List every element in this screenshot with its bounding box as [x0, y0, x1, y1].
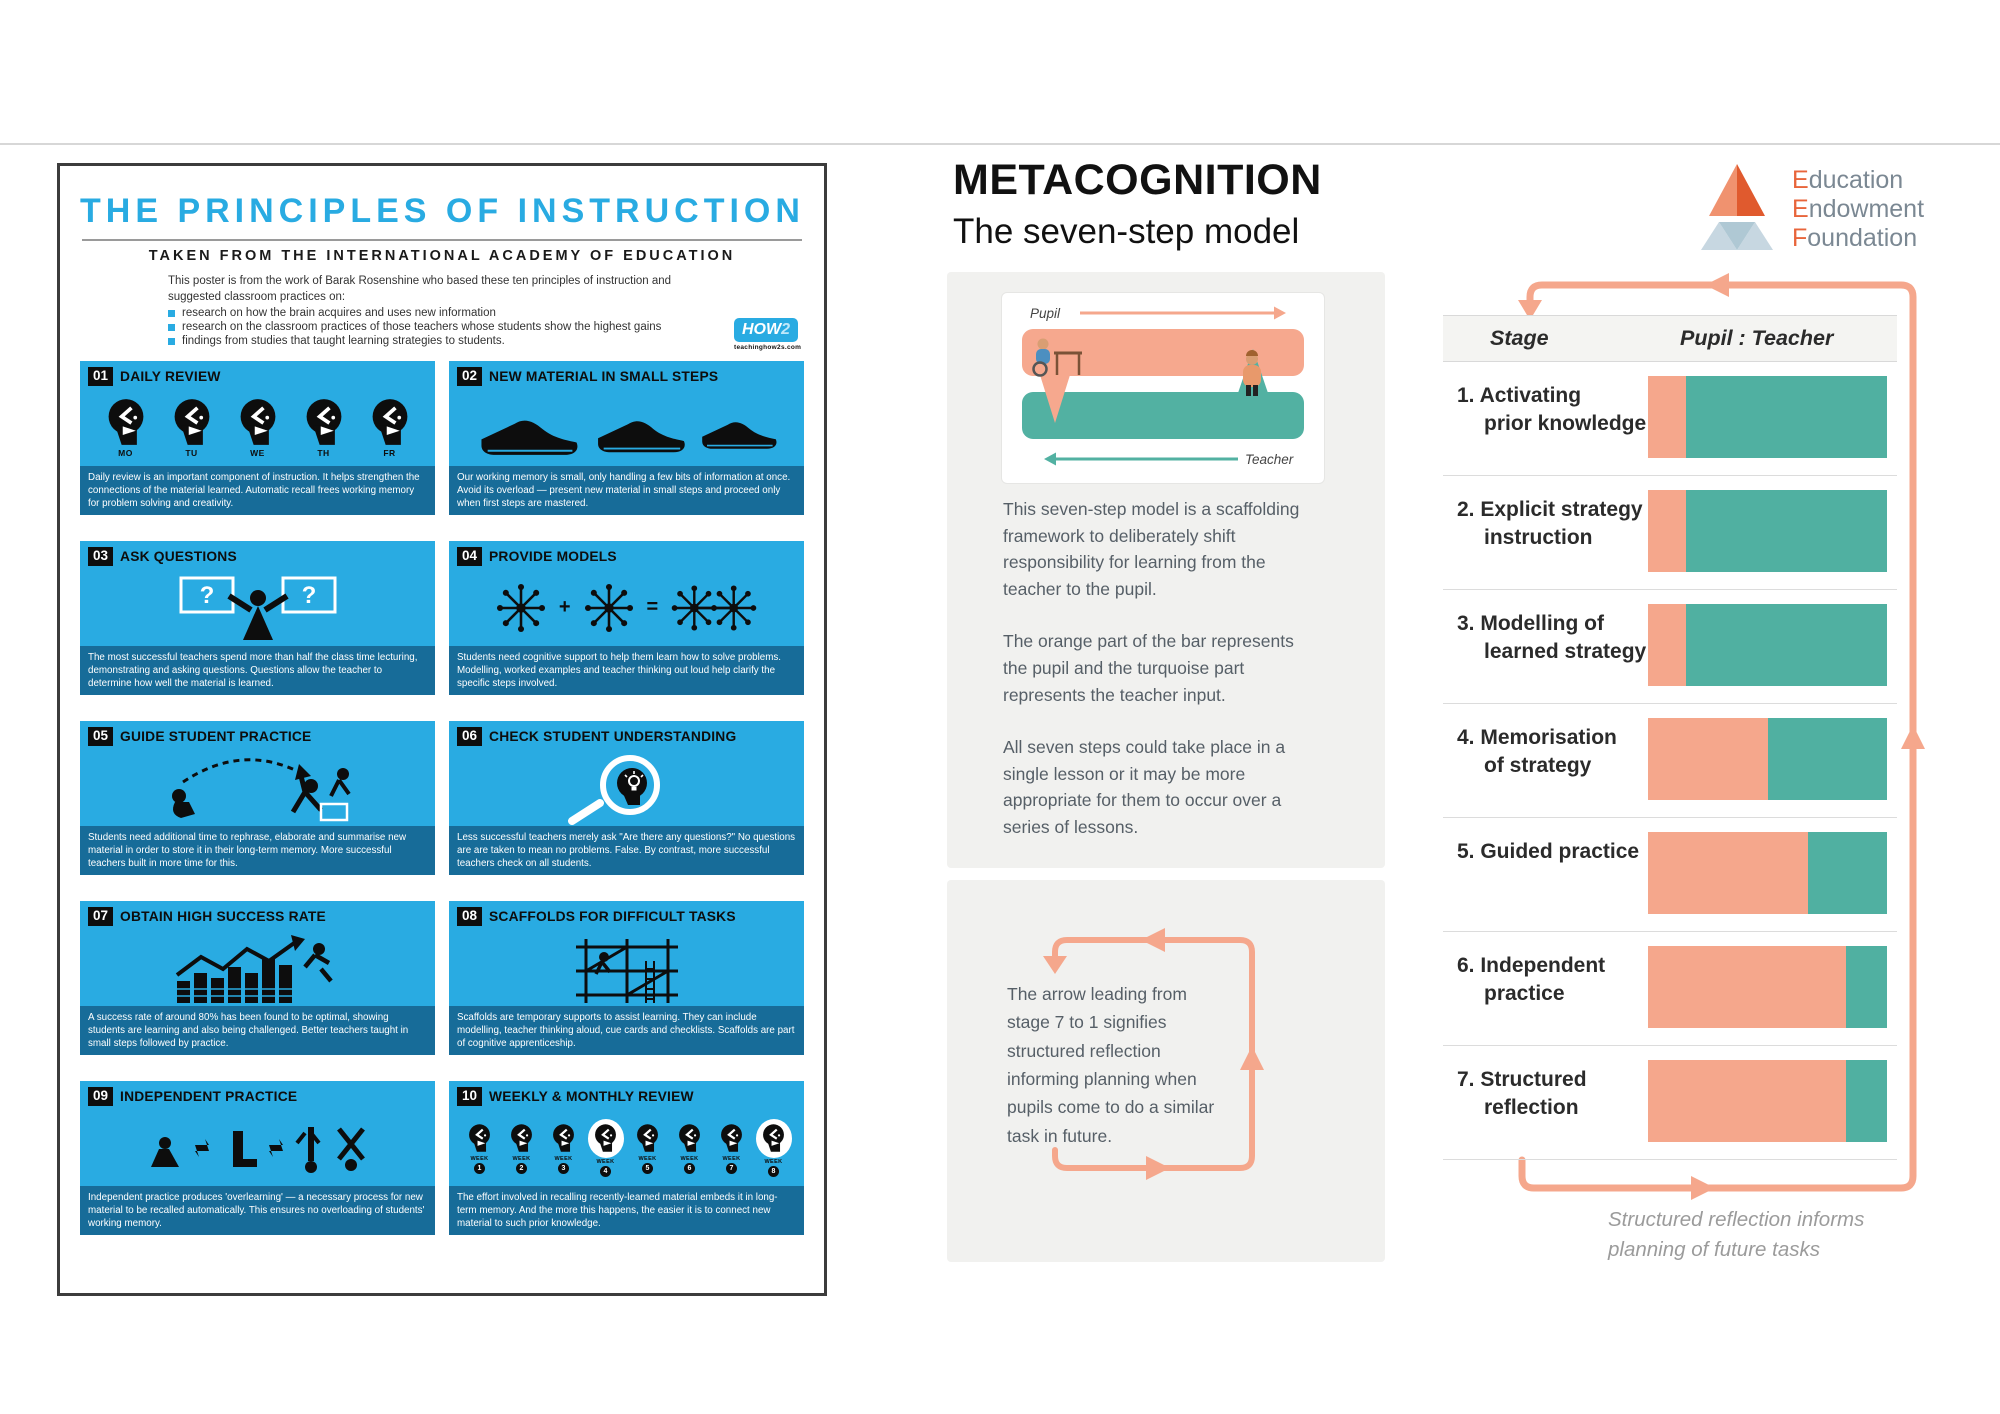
eef-line: [1792, 195, 1924, 224]
page-divider-line: [0, 143, 2000, 145]
principle-tiles-grid: [80, 361, 804, 1235]
paragraph: All seven steps could take place in a single lesson or it may be more appropriate for them to occur over a series of lessons.: [1003, 737, 1286, 837]
paragraph: This seven-step model is a scaffolding framework to deliberately shift responsibility for learning from the teacher to the pupil.: [1003, 499, 1300, 599]
week-label: WEEK: [722, 1155, 741, 1162]
tile-number: 01: [88, 367, 113, 386]
bar-pupil-segment: [1648, 718, 1768, 800]
week-label: WEEK: [680, 1155, 699, 1162]
table-header: [1443, 315, 1897, 362]
bar-teacher-segment: [1808, 832, 1887, 914]
bar-pupil-segment: [1648, 946, 1846, 1028]
eef-line: [1792, 224, 1924, 253]
plus-sign: +: [558, 596, 571, 619]
bar-pupil-segment: [1648, 604, 1686, 686]
ratio-bar: [1648, 376, 1887, 458]
tile-caption: Independent practice produces 'overlearning' — a necessary process for new material to be recalled automatically. This ensures no overloading of students' working memory.: [80, 1186, 435, 1235]
poster-intro: This poster is from the work of Barak Rosenshine who based these ten principles of instruction and suggested classroom practices on:: [168, 275, 672, 303]
bar-teacher-segment: [1686, 604, 1887, 686]
tile-check-understanding: [449, 721, 804, 875]
title-rule: [82, 239, 802, 241]
table-row: [1443, 1046, 1897, 1160]
bar-teacher-segment: [1846, 946, 1887, 1028]
week-label: WEEK: [764, 1158, 783, 1165]
tile-caption: The most successful teachers spend more than half the class time lecturing, demonstrating and asking questions. Questions allow the teacher to determine how well the material is learned.: [80, 646, 435, 695]
practice-poses-icon: [80, 1109, 435, 1186]
tile-number: 09: [88, 1087, 113, 1106]
principles-poster: [57, 163, 827, 1296]
bullet-text: findings from studies that taught learning strategies to students.: [182, 335, 505, 348]
svg-text:?: ?: [301, 581, 316, 609]
how2-logo-box: [734, 318, 798, 342]
ratio-bar: [1648, 1060, 1887, 1142]
eef-line: [1792, 166, 1924, 195]
table-row: [1443, 476, 1897, 590]
how2-site-url: teachinghow2s.com: [734, 344, 802, 351]
tile-caption: Daily review is an important component of instruction. It helps strengthen the connections of the material learned. Automatic recall frees working memory for problem solving and creativity.: [80, 466, 435, 515]
tile-caption: The effort involved in recalling recently-learned material embeds it in long-term memory. And the more this happens, the easier it is to connect new material to such prior knowledge.: [449, 1186, 804, 1235]
week-number: 3: [558, 1163, 569, 1174]
teacher-label: Teacher: [1245, 452, 1294, 467]
week-number: 5: [642, 1163, 653, 1174]
week-label: WEEK: [554, 1155, 573, 1162]
tile-number: 07: [88, 907, 113, 926]
tile-title: WEEKLY & MONTHLY REVIEW: [489, 1088, 694, 1104]
magnifier-understanding-icon: [449, 749, 804, 826]
bar-teacher-segment: [1686, 376, 1887, 458]
tile-small-steps: [449, 361, 804, 515]
tile-number: 10: [457, 1087, 482, 1106]
tile-title: OBTAIN HIGH SUCCESS RATE: [120, 908, 326, 924]
bullet-text: research on how the brain acquires and uses new information: [182, 307, 496, 320]
ratio-bar: [1648, 946, 1887, 1028]
bullet-text: research on the classroom practices of those teachers whose students show the highest gains: [182, 321, 662, 334]
tile-guide-practice: [80, 721, 435, 875]
bullet-square-icon: [168, 310, 175, 317]
success-chart-icon: [80, 929, 435, 1006]
bullet-square-icon: [168, 338, 175, 345]
intro-bullet: [168, 307, 804, 319]
bar-pupil-segment: [1648, 1060, 1846, 1142]
stage-label: 6. Independent practice: [1457, 954, 1606, 1006]
eef-rest: ducation: [1808, 166, 1904, 194]
ratio-column-header: Pupil : Teacher: [1680, 326, 1834, 350]
eef-logo-icon: [1697, 160, 1777, 252]
tile-title: DAILY REVIEW: [120, 368, 221, 384]
stage-ratio-table: [1443, 315, 1897, 1160]
how2-word: HOW: [741, 321, 782, 338]
bar-pupil-segment: [1648, 832, 1808, 914]
stage-label: 4. Memorisation of strategy: [1457, 726, 1617, 778]
ratio-bar: [1648, 604, 1887, 686]
pupil-teacher-diagram: [1001, 292, 1325, 484]
metacognition-subtitle: The seven-step model: [953, 212, 1300, 251]
week-number: 8: [768, 1166, 779, 1177]
tile-caption: A success rate of around 80% has been found to be optimal, showing students are learning and also being challenged. Better teachers taught in small steps followed by practice.: [80, 1006, 435, 1055]
table-row: [1443, 818, 1897, 932]
bar-teacher-segment: [1768, 718, 1888, 800]
week-number: 6: [684, 1163, 695, 1174]
stage-label: 2. Explicit strategy instruction: [1457, 498, 1643, 550]
tile-number: 05: [88, 727, 113, 746]
week-number: 1: [474, 1163, 485, 1174]
tile-title: PROVIDE MODELS: [489, 548, 617, 564]
day-label: TU: [185, 448, 198, 459]
intro-bullet: [168, 321, 804, 333]
shoes-steps-icon: [449, 389, 804, 466]
tile-ask-questions: [80, 541, 435, 695]
tile-daily-review: [80, 361, 435, 515]
tile-number: 03: [88, 547, 113, 566]
tile-number: 02: [457, 367, 482, 386]
bar-pupil-segment: [1648, 490, 1686, 572]
table-row: [1443, 590, 1897, 704]
tile-caption: Students need cognitive support to help them learn how to solve problems. Modelling, worked examples and teacher thinking out loud help clarify the specific steps involved.: [449, 646, 804, 695]
tile-number: 06: [457, 727, 482, 746]
intro-bullet: [168, 335, 804, 347]
ratio-bar: [1648, 490, 1887, 572]
tile-title: SCAFFOLDS FOR DIFFICULT TASKS: [489, 908, 736, 924]
poster-title: THE PRINCIPLES OF INSTRUCTION: [80, 192, 805, 230]
reflection-note: The arrow leading from stage 7 to 1 signifies structured reflection informing planning when pupils come to do a similar task in future.: [1007, 984, 1215, 1146]
tile-caption: Less successful teachers merely ask "Are there any questions?" No questions are are taken to mean no problems. False. By contrast, more successful teachers check on all students.: [449, 826, 804, 875]
ratio-bar: [1648, 718, 1887, 800]
tile-provide-models: [449, 541, 804, 695]
eef-initial: F: [1792, 224, 1808, 252]
tile-independent-practice: [80, 1081, 435, 1235]
week-number: 7: [726, 1163, 737, 1174]
ratio-bar: [1648, 832, 1887, 914]
week-number: 4: [600, 1166, 611, 1177]
bullet-square-icon: [168, 324, 175, 331]
question-boards-icon: [80, 569, 435, 646]
pupil-label: Pupil: [1030, 306, 1061, 321]
chart-footnote: Structured reflection informs planning of future tasks: [1608, 1208, 1865, 1261]
eef-logo-text: [1792, 166, 1924, 253]
tile-weekly-review: [449, 1081, 804, 1235]
tile-number: 08: [457, 907, 482, 926]
svg-text:?: ?: [199, 581, 214, 609]
week-label: WEEK: [638, 1155, 657, 1162]
stage-label: 7. Structured reflection: [1457, 1068, 1587, 1120]
stage-label: 5. Guided practice: [1457, 840, 1640, 863]
table-row: [1443, 704, 1897, 818]
week-label: WEEK: [470, 1155, 489, 1162]
tile-title: ASK QUESTIONS: [120, 548, 237, 564]
tile-caption: Students need additional time to rephrase, elaborate and summarise new material in order to store it in their long-term memory. More successful teachers built in more time for this.: [80, 826, 435, 875]
week-label: WEEK: [512, 1155, 531, 1162]
day-label: MO: [118, 448, 133, 459]
tile-title: INDEPENDENT PRACTICE: [120, 1088, 298, 1104]
eef-initial: E: [1792, 166, 1809, 194]
tile-caption: Our working memory is small, only handling a few bits of information at once. Avoid its overload — present new material in small steps and proceed only when first steps are mastered.: [449, 466, 804, 515]
daily-review-icon: [80, 389, 435, 466]
bar-teacher-segment: [1686, 490, 1887, 572]
paragraph: The orange part of the bar represents the pupil and the turquoise part represents the teacher input.: [1003, 631, 1294, 705]
tile-caption: Scaffolds are temporary supports to assist learning. They can include modelling, teacher thinking aloud, cue cards and checklists. Scaffolds are part of cognitive apprenticeship.: [449, 1006, 804, 1055]
weekly-review-icon: [449, 1109, 804, 1186]
equals-sign: =: [646, 596, 659, 619]
bar-pupil-segment: [1648, 376, 1686, 458]
day-label: FR: [383, 448, 396, 459]
table-row: [1443, 932, 1897, 1046]
bar-teacher-segment: [1846, 1060, 1887, 1142]
tile-title: GUIDE STUDENT PRACTICE: [120, 728, 312, 744]
tile-title: NEW MATERIAL IN SMALL STEPS: [489, 368, 719, 384]
model-panel: [947, 272, 1385, 868]
week-label: WEEK: [596, 1158, 615, 1165]
eef-rest: ndowment: [1808, 195, 1925, 223]
eef-initial: E: [1792, 195, 1809, 223]
table-row: [1443, 362, 1897, 476]
stage-column-header: Stage: [1490, 326, 1549, 350]
stage-label: 3. Modelling of learned strategy: [1457, 612, 1647, 664]
eef-rest: oundation: [1807, 224, 1918, 252]
week-number: 2: [516, 1163, 527, 1174]
day-label: TH: [317, 448, 330, 459]
metacognition-title: METACOGNITION: [953, 156, 1322, 204]
network-models-icon: [449, 569, 804, 646]
day-label: WE: [250, 448, 265, 459]
guided-practice-icon: [80, 749, 435, 826]
stage-label: 1. Activating prior knowledge: [1457, 384, 1647, 436]
tile-number: 04: [457, 547, 482, 566]
how2-logo: [734, 318, 802, 351]
tile-title: CHECK STUDENT UNDERSTANDING: [489, 728, 737, 744]
reflection-panel: [947, 880, 1385, 1262]
poster-subtitle: TAKEN FROM THE INTERNATIONAL ACADEMY OF EDUCATION: [148, 248, 736, 264]
tile-scaffolds: [449, 901, 804, 1055]
scaffold-icon: [449, 929, 804, 1006]
how2-two: 2: [781, 321, 790, 338]
tile-success-rate: [80, 901, 435, 1055]
model-description: [1003, 496, 1321, 867]
